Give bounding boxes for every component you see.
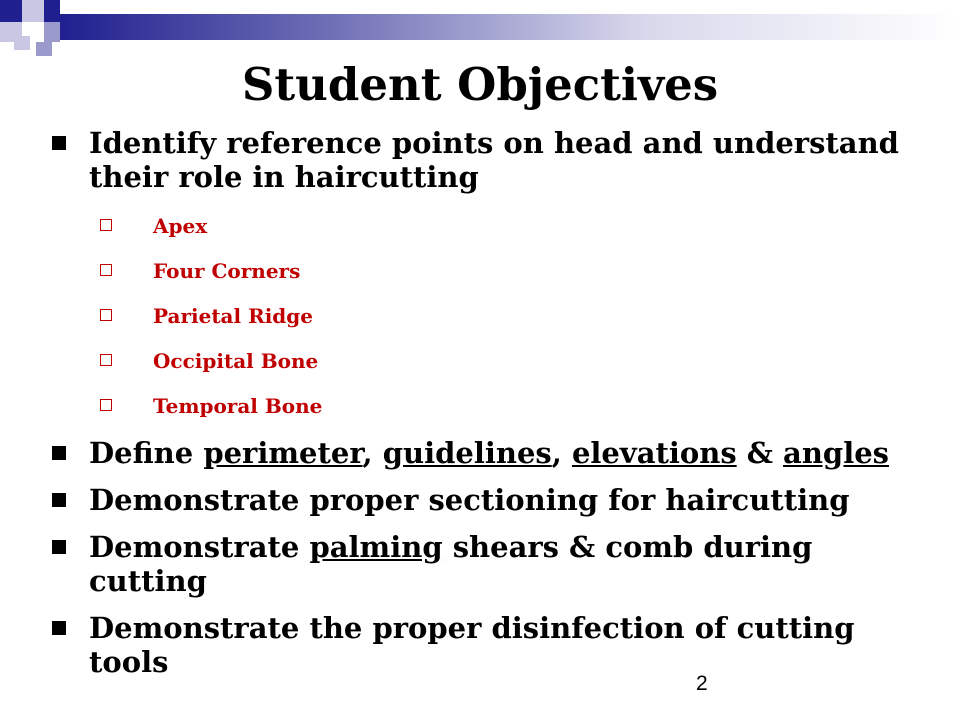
term-guidelines: guidelines bbox=[382, 436, 552, 470]
objective-item bbox=[52, 483, 912, 517]
objective-item bbox=[52, 611, 912, 679]
reference-point-label: Occipital Bone bbox=[153, 349, 319, 373]
term-palming: palming bbox=[309, 530, 443, 564]
square-bullet-icon bbox=[52, 136, 66, 150]
objective-text: Define perimeter, guidelines, elevations & angles bbox=[89, 436, 889, 470]
term-elevations: elevations bbox=[571, 436, 737, 470]
checker-square-1 bbox=[0, 0, 22, 22]
slide-title: Student Objectives bbox=[241, 58, 719, 111]
reference-point-item bbox=[100, 214, 912, 238]
objective-item bbox=[52, 530, 912, 598]
checkbox-bullet-icon bbox=[100, 309, 112, 321]
checker-square-3 bbox=[44, 0, 60, 22]
reference-point-item bbox=[100, 394, 912, 418]
checkbox-bullet-icon bbox=[100, 264, 112, 276]
reference-point-item bbox=[100, 304, 912, 328]
checker-square-6 bbox=[44, 22, 60, 42]
objective-text: Demonstrate palming shears & comb during cutting bbox=[89, 530, 813, 598]
objective-item bbox=[52, 126, 912, 194]
square-bullet-icon bbox=[52, 493, 66, 507]
square-bullet-icon bbox=[52, 446, 66, 460]
objective-text: Demonstrate the proper disinfection of cutting tools bbox=[89, 611, 855, 679]
objective-text: Demonstrate proper sectioning for haircutting bbox=[89, 483, 850, 517]
reference-point-item bbox=[100, 259, 912, 283]
checker-square-8 bbox=[36, 42, 52, 56]
objective-text: Identify reference points on head and understand their role in haircutting bbox=[89, 126, 899, 194]
checkbox-bullet-icon bbox=[100, 354, 112, 366]
objectives-list bbox=[52, 126, 912, 679]
checkbox-bullet-icon bbox=[100, 219, 112, 231]
page-number: 2 bbox=[696, 672, 708, 695]
term-perimeter: perimeter bbox=[203, 436, 363, 470]
square-bullet-icon bbox=[52, 621, 66, 635]
reference-point-item bbox=[100, 349, 912, 373]
checker-square-7 bbox=[14, 36, 30, 50]
term-angles: angles bbox=[783, 436, 889, 470]
reference-point-label: Parietal Ridge bbox=[153, 304, 313, 328]
checkbox-bullet-icon bbox=[100, 399, 112, 411]
objective-item bbox=[52, 436, 912, 470]
reference-point-label: Temporal Bone bbox=[153, 394, 323, 418]
reference-point-label: Apex bbox=[153, 214, 208, 238]
square-bullet-icon bbox=[52, 540, 66, 554]
header-band bbox=[60, 14, 960, 40]
reference-point-label: Four Corners bbox=[153, 259, 301, 283]
checker-square-2 bbox=[22, 0, 44, 22]
